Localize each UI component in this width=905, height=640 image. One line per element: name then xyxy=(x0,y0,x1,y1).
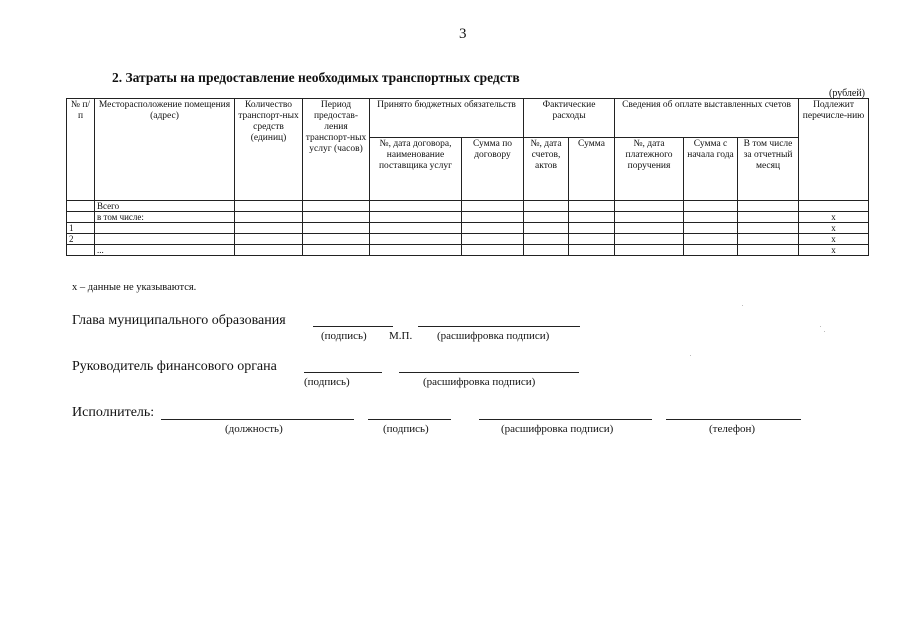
header-to-transfer: Подлежит перечисле-нию xyxy=(799,99,869,201)
header-contract-sum: Сумма по договору xyxy=(462,138,524,201)
scan-speck xyxy=(690,355,691,356)
row-mark: х xyxy=(799,234,869,245)
executor-caption-decode: (расшифровка подписи) xyxy=(501,423,614,435)
row-label xyxy=(95,234,235,245)
header-payment-info: Сведения об оплате выставленных счетов xyxy=(615,99,799,138)
row-label: ... xyxy=(95,245,235,256)
executor-caption-phone: (телефон) xyxy=(709,423,756,435)
header-sum: Сумма xyxy=(569,138,615,201)
header-num: № п/п xyxy=(67,99,95,201)
executor-signature-label: Исполнитель: xyxy=(72,405,155,420)
row-mark: х xyxy=(799,212,869,223)
scan-speck xyxy=(742,305,743,306)
footnote: х – данные не указываются. xyxy=(72,282,197,293)
row-num xyxy=(67,245,95,256)
table-row xyxy=(67,212,869,223)
header-period: Период предостав-ления транспорт-ных услуг (часов) xyxy=(303,99,370,201)
table-row xyxy=(67,223,869,234)
row-label xyxy=(95,223,235,234)
finance-caption-decode: (расшифровка подписи) xyxy=(423,376,536,388)
finance-decode-line xyxy=(399,372,579,373)
units-label: (рублей) xyxy=(829,88,866,99)
header-sum-from-start: Сумма с начала года xyxy=(684,138,738,201)
scan-speck xyxy=(820,326,821,327)
row-num xyxy=(67,212,95,223)
row-num: 1 xyxy=(67,223,95,234)
head-sign-line xyxy=(313,326,393,327)
row-num xyxy=(67,201,95,212)
section-title: 2. Затраты на предоставление необходимых транспортных средств xyxy=(112,70,520,85)
header-invoice-num: №, дата счетов, актов xyxy=(524,138,569,201)
executor-sign-line xyxy=(368,419,451,420)
head-caption-decode: (расшифровка подписи) xyxy=(437,330,550,342)
header-budget-obligations: Принято бюджетных обязательств xyxy=(370,99,524,138)
row-mark: х xyxy=(799,223,869,234)
executor-position-line xyxy=(161,419,354,420)
executor-decode-line xyxy=(479,419,652,420)
row-mark xyxy=(799,201,869,212)
row-num: 2 xyxy=(67,234,95,245)
expenses-table xyxy=(66,98,869,256)
header-actual-expenses: Фактические расходы xyxy=(524,99,615,138)
header-payment-order: №, дата платежного поручения xyxy=(615,138,684,201)
table-row xyxy=(67,245,869,256)
header-contract-info: №, дата договора, наименование поставщика услуг xyxy=(370,138,462,201)
row-label: в том числе: xyxy=(95,212,235,223)
header-incl-month: В том числе за отчетный месяц xyxy=(738,138,799,201)
page-number: 3 xyxy=(459,26,467,42)
executor-phone-line xyxy=(666,419,801,420)
executor-caption-position: (должность) xyxy=(225,423,283,435)
finance-sign-line xyxy=(304,372,382,373)
table-row xyxy=(67,201,869,212)
finance-caption-sign: (подпись) xyxy=(304,376,350,388)
row-mark: х xyxy=(799,245,869,256)
header-location: Месторасположение помещения (адрес) xyxy=(95,99,235,201)
head-decode-line xyxy=(418,326,580,327)
header-quantity: Количество транспорт-ных средств (единиц) xyxy=(235,99,303,201)
row-label: Всего xyxy=(95,201,235,212)
head-caption-sign: (подпись) xyxy=(321,330,367,342)
scan-speck xyxy=(824,331,825,332)
head-caption-mp: М.П. xyxy=(389,330,413,342)
table-row xyxy=(67,234,869,245)
head-signature-label: Глава муниципального образования xyxy=(72,313,286,328)
finance-signature-label: Руководитель финансового органа xyxy=(72,359,277,374)
executor-caption-sign: (подпись) xyxy=(383,423,429,435)
